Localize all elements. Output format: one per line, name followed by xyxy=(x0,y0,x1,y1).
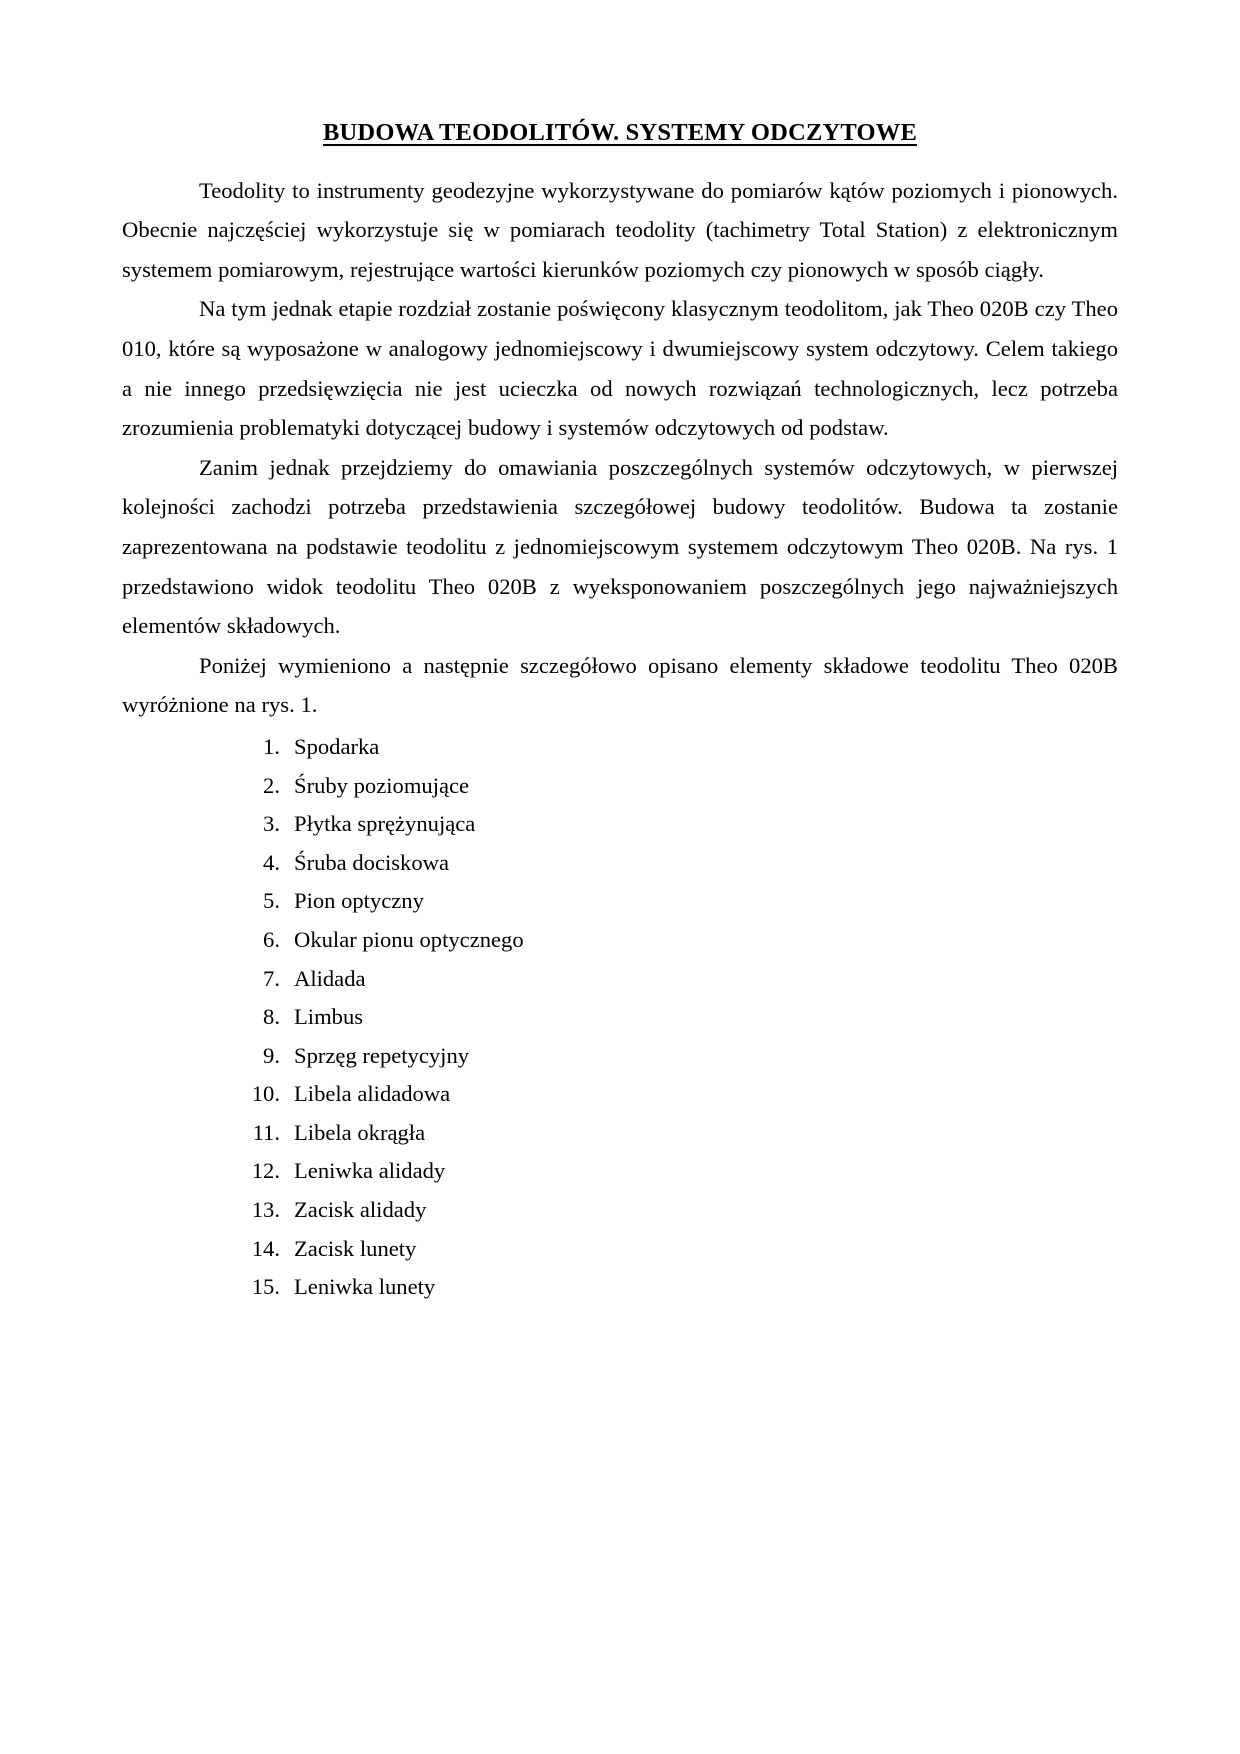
paragraph-1: Teodolity to instrumenty geodezyjne wykorzystywane do pomiarów kątów poziomych i pionowych. Obecnie najczęściej wykorzystuje się w pomiarach teodolity (tachimetry Total Station) z elektronicznym systemem pomiarowym, rejestrujące wartości kierunków poziomych czy pionowych w sposób ciągły. xyxy=(122,177,1118,282)
list-item xyxy=(122,1268,1118,1307)
list-item xyxy=(122,960,1118,999)
list-item-label: Libela okrągła xyxy=(294,1119,426,1145)
list-item xyxy=(122,1037,1118,1076)
list-item xyxy=(122,1230,1118,1269)
list-item-label: Spodarka xyxy=(294,733,380,759)
list-item-label: Leniwka alidady xyxy=(294,1158,446,1184)
list-item-label: Pion optyczny xyxy=(294,888,424,914)
list-item xyxy=(122,1191,1118,1230)
list-item xyxy=(122,882,1118,921)
page-title xyxy=(122,118,1118,149)
list-item xyxy=(122,1075,1118,1114)
list-item xyxy=(122,767,1118,806)
list-item xyxy=(122,998,1118,1037)
paragraph-3: Zanim jednak przejdziemy do omawiania poszczególnych systemów odczytowych, w pierwszej kolejności zachodzi potrzeba przedstawienia szczegółowej budowy teodolitów. Budowa ta zostanie zaprezentowana na podstawie teodolitu z jednomiejscowym systemem odczytowym Theo 020B. Na rys. 1 przedstawiono widok teodolitu Theo 020B z wyeksponowaniem poszczególnych jego najważniejszych elementów składowych. xyxy=(122,454,1118,639)
list-item-number: 14. xyxy=(251,1235,280,1261)
page-title-text: BUDOWA TEODOLITÓW. SYSTEMY ODCZYTOWE xyxy=(323,119,917,146)
list-item xyxy=(122,844,1118,883)
list-item-number: 15. xyxy=(251,1274,280,1300)
list-item-label: Alidada xyxy=(294,965,366,991)
list-item-number: 13. xyxy=(251,1197,280,1223)
list-item xyxy=(122,921,1118,960)
paragraph-4: Poniżej wymieniono a następnie szczegółowo opisano elementy składowe teodolitu Theo 020B wyróżnione na rys. 1. xyxy=(122,652,1118,718)
list-item-number: 10. xyxy=(251,1081,280,1107)
theodolite-parts-list xyxy=(122,728,1118,1307)
list-item-number: 1. xyxy=(263,733,280,759)
list-item-number: 6. xyxy=(263,926,280,952)
list-item-label: Zacisk alidady xyxy=(294,1197,427,1223)
list-item-number: 2. xyxy=(263,772,280,798)
list-item-number: 3. xyxy=(263,811,280,837)
list-item-label: Śruba dociskowa xyxy=(294,849,449,875)
list-item-label: Limbus xyxy=(294,1004,364,1030)
list-item-label: Śruby poziomujące xyxy=(294,772,470,798)
list-item-label: Leniwka lunety xyxy=(294,1274,436,1300)
list-item-number: 7. xyxy=(263,965,280,991)
list-item xyxy=(122,805,1118,844)
list-item-number: 8. xyxy=(263,1004,280,1030)
list-item-label: Sprzęg repetycyjny xyxy=(294,1042,470,1068)
list-item-label: Płytka sprężynująca xyxy=(294,811,476,837)
list-item-label: Zacisk lunety xyxy=(294,1235,417,1261)
list-item-number: 5. xyxy=(263,888,280,914)
list-item-label: Okular pionu optycznego xyxy=(294,926,524,952)
list-item-number: 4. xyxy=(263,849,280,875)
list-item-label: Libela alidadowa xyxy=(294,1081,451,1107)
list-item xyxy=(122,728,1118,767)
list-item-number: 12. xyxy=(251,1158,280,1184)
list-item xyxy=(122,1114,1118,1153)
list-item-number: 11. xyxy=(252,1119,280,1145)
list-item-number: 9. xyxy=(263,1042,280,1068)
paragraph-2: Na tym jednak etapie rozdział zostanie poświęcony klasycznym teodolitom, jak Theo 020B czy Theo 010, które są wyposażone w analogowy jednomiejscowy i dwumiejscowy system odczytowy. Celem takiego a nie innego przedsięwzięcia nie jest ucieczka od nowych rozwiązań technologicznych, lecz potrzeba zrozumienia problematyki dotyczącej budowy i systemów odczytowych od podstaw. xyxy=(122,296,1118,441)
list-item xyxy=(122,1152,1118,1191)
